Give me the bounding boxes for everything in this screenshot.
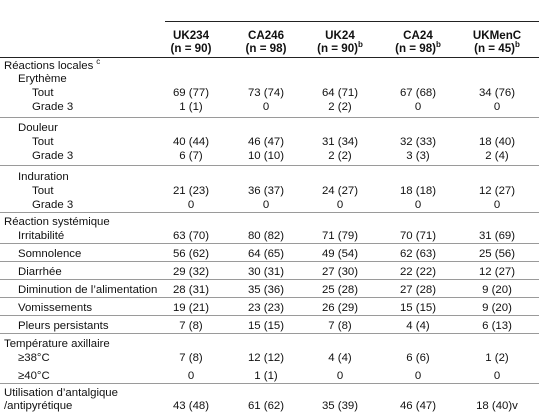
column-header-n (226, 42, 306, 55)
row-label-text: Somnolence (18, 248, 82, 260)
column-header-name: UKMenC (472, 29, 522, 42)
table-cell: 12 (12) (247, 352, 285, 364)
table-cell: 31 (69) (478, 230, 516, 242)
table-cell: 0 (414, 101, 422, 113)
row-label-text: ≥40°C (18, 370, 50, 382)
table-cell: 29 (32) (172, 266, 210, 278)
row-label (32, 101, 73, 114)
table-cell: 71 (79) (321, 230, 359, 242)
row-label (4, 400, 72, 413)
column-header-n (457, 42, 537, 55)
table-cell: 64 (65) (247, 248, 285, 260)
table-cell: 1 (1) (254, 370, 278, 382)
row-label-text: Diminution de l’alimentation (18, 284, 158, 296)
table-cell: 25 (56) (478, 248, 516, 260)
table-cell: 0 (493, 199, 501, 211)
table-cell: 6 (13) (482, 320, 512, 332)
table-cell: 0 (414, 199, 422, 211)
row-label (18, 302, 92, 315)
row-label-text: Réaction systémique (4, 216, 110, 228)
table-cell: 61 (62) (247, 400, 285, 412)
row-divider (0, 261, 539, 262)
table-cell: 6 (6) (406, 352, 430, 364)
table-cell: 3 (3) (406, 150, 430, 162)
table-cell: 18 (18) (399, 185, 437, 197)
table-cell: 0 (187, 370, 195, 382)
table-cell: 22 (22) (399, 266, 437, 278)
row-footnote-marker: c (96, 57, 101, 67)
row-divider (0, 383, 539, 384)
table-cell: 7 (8) (179, 352, 203, 364)
row-divider (0, 279, 539, 280)
row-divider (0, 212, 539, 213)
table-cell: 27 (28) (399, 284, 437, 296)
row-label-text: Réactions locales (4, 60, 94, 72)
row-label (32, 199, 73, 212)
table-cell: 35 (39) (321, 400, 359, 412)
column-footnote-marker: b (515, 40, 520, 50)
row-label-text: Tout (32, 185, 54, 197)
row-label (18, 73, 67, 86)
table-cell: 19 (21) (172, 302, 210, 314)
table-cell: 1 (1) (179, 101, 203, 113)
table-cell: 46 (47) (247, 136, 285, 148)
column-footnote-marker: b (358, 40, 363, 50)
table-cell: 7 (8) (179, 320, 203, 332)
table-cell: 64 (71) (321, 87, 359, 99)
row-label-text: Irritabilité (18, 230, 65, 242)
row-label-text: /antipyrétique (4, 400, 73, 412)
table-cell: 24 (27) (321, 185, 359, 197)
table-cell: 32 (33) (399, 136, 437, 148)
column-n-text: (n = 90) (170, 42, 212, 55)
table-cell: 0 (336, 199, 344, 211)
row-label-text: Grade 3 (32, 150, 74, 162)
column-n-text: (n = 98) (395, 42, 437, 55)
table-cell: 0 (493, 370, 501, 382)
row-label-text: Induration (18, 171, 69, 183)
row-label (18, 370, 50, 383)
row-label-text: Vomissements (18, 302, 93, 314)
table-cell: 2 (2) (328, 101, 352, 113)
table-cell: 80 (82) (247, 230, 285, 242)
table-cell: 56 (62) (172, 248, 210, 260)
table-cell: 69 (77) (172, 87, 210, 99)
column-footnote-marker: b (436, 40, 441, 50)
row-label (4, 338, 110, 351)
column-n-text: (n = 98) (245, 42, 287, 55)
row-label-text: Tout (32, 87, 54, 99)
column-header-name: UK24 (325, 29, 355, 42)
row-label-text: Douleur (18, 122, 58, 134)
table-cell: 15 (15) (399, 302, 437, 314)
row-divider (0, 297, 539, 298)
column-header-n (300, 42, 380, 55)
table-cell: 2 (2) (328, 150, 352, 162)
row-label-text: Grade 3 (32, 199, 74, 211)
table-cell: 0 (493, 101, 501, 113)
table-cell: 6 (7) (179, 150, 203, 162)
table-cell: 62 (63) (399, 248, 437, 260)
row-label (32, 150, 73, 163)
row-label (18, 122, 58, 135)
table-cell: 36 (37) (247, 185, 285, 197)
table-cell: 73 (74) (247, 87, 285, 99)
row-label (4, 387, 118, 400)
row-label-text: Grade 3 (32, 101, 74, 113)
table-cell: 0 (262, 101, 270, 113)
group-title-rule (165, 21, 539, 22)
table-cell: 34 (76) (478, 87, 516, 99)
row-label-text: Tout (32, 136, 54, 148)
row-label (18, 284, 157, 297)
table-cell: 1 (2) (485, 352, 509, 364)
column-n-text: (n = 45) (474, 42, 516, 55)
table-cell: 18 (40) (478, 136, 516, 148)
table-cell: 0 (262, 199, 270, 211)
column-header-n (151, 42, 231, 55)
table-cell: 23 (23) (247, 302, 285, 314)
column-header-name: UK234 (172, 29, 210, 42)
row-label-text: Diarrhée (18, 266, 62, 278)
row-label (32, 136, 54, 149)
row-label-text: Température axillaire (4, 338, 110, 350)
table-cell: 0 (336, 370, 344, 382)
table-cell: 25 (28) (321, 284, 359, 296)
table-cell: 12 (27) (478, 185, 516, 197)
table-cell: 30 (31) (247, 266, 285, 278)
table-cell: 15 (15) (247, 320, 285, 332)
row-divider (0, 315, 539, 316)
table-cell: 18 (40)v (476, 400, 518, 412)
header-bottom-rule (0, 57, 539, 58)
table-cell: 35 (36) (247, 284, 285, 296)
row-label (4, 57, 101, 73)
row-divider (0, 165, 539, 166)
table-cell: 7 (8) (328, 320, 352, 332)
table-cell: 31 (34) (321, 136, 359, 148)
table-cell: 27 (30) (321, 266, 359, 278)
table-cell: 12 (27) (478, 266, 516, 278)
row-label-text: Pleurs persistants (18, 320, 109, 332)
row-label-text: Erythème (18, 73, 67, 85)
table-cell: 67 (68) (399, 87, 437, 99)
table-cell: 70 (71) (399, 230, 437, 242)
row-label (18, 352, 50, 365)
row-label (32, 87, 54, 100)
table-cell: 26 (29) (321, 302, 359, 314)
table-cell: 63 (70) (172, 230, 210, 242)
column-header-n (378, 42, 458, 55)
column-header-name: CA246 (247, 29, 285, 42)
table-cell: 4 (4) (406, 320, 430, 332)
table-cell: 4 (4) (328, 352, 352, 364)
column-header-name: CA24 (403, 29, 433, 42)
row-label (32, 185, 54, 198)
table-cell: 0 (414, 370, 422, 382)
row-divider (0, 333, 539, 334)
row-divider (0, 243, 539, 244)
row-label (18, 248, 81, 261)
row-label (18, 266, 62, 279)
table-cell: 9 (20) (482, 302, 512, 314)
row-label-text: Utilisation d’antalgique (4, 387, 118, 399)
row-divider (0, 117, 539, 118)
table-cell: 49 (54) (321, 248, 359, 260)
table-cell: 2 (4) (485, 150, 509, 162)
row-label (18, 320, 109, 333)
row-label (4, 216, 110, 229)
table-cell: 0 (187, 199, 195, 211)
column-n-text: (n = 90) (317, 42, 359, 55)
row-label (18, 230, 64, 243)
row-label-text: ≥38°C (18, 352, 50, 364)
table-cell: 28 (31) (172, 284, 210, 296)
table-cell: 21 (23) (172, 185, 210, 197)
table-cell: 46 (47) (399, 400, 437, 412)
table-cell: 10 (10) (247, 150, 285, 162)
table-cell: 40 (44) (172, 136, 210, 148)
row-label (18, 171, 69, 184)
table-cell: 9 (20) (482, 284, 512, 296)
table-cell: 43 (48) (172, 400, 210, 412)
